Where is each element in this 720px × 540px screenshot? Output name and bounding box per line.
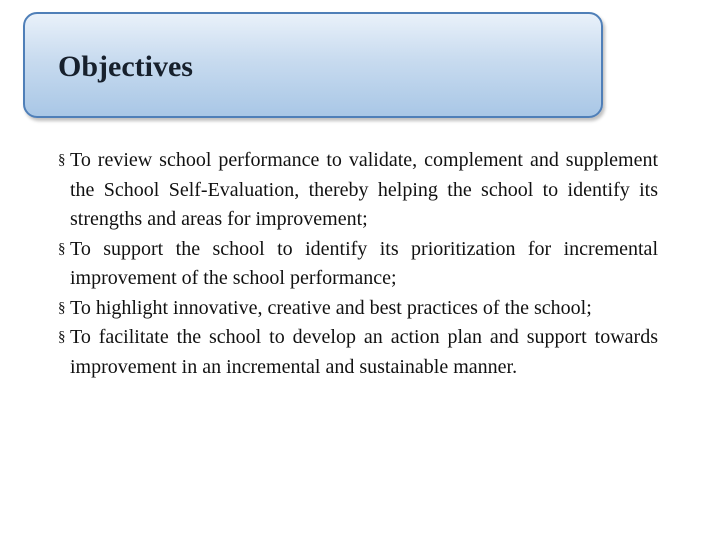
- list-item: [58, 323, 658, 382]
- list-item-text: To support the school to identify its prioritization for incremental improvement of the school performance;: [70, 237, 658, 289]
- bullet-icon: §: [58, 299, 66, 316]
- slide-title: Objectives: [58, 50, 193, 83]
- title-banner: [23, 12, 603, 118]
- list-item: [58, 235, 658, 294]
- list-item: [58, 146, 658, 235]
- bullet-icon: §: [58, 152, 66, 168]
- list-item: [58, 294, 658, 324]
- list-item-text: To highlight innovative, creative and best practices of the school;: [70, 296, 592, 319]
- bullet-icon: §: [58, 329, 66, 345]
- list-item-text: To review school performance to validate, complement and supplement the School Self-Evaluation, thereby helping the school to identify its strengths and areas for improvement;: [70, 149, 658, 230]
- objectives-list: [58, 146, 658, 382]
- bullet-icon: §: [58, 240, 66, 257]
- list-item-text: To facilitate the school to develop an action plan and support towards improvement in an incremental and sustainable manner.: [70, 326, 658, 378]
